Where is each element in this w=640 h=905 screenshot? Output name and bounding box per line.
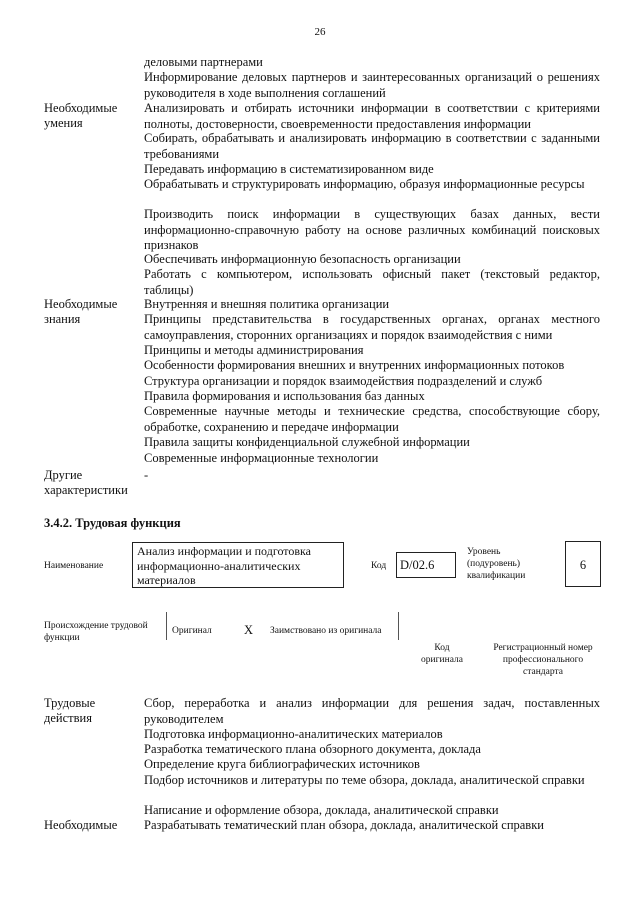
knowledge-item: Структура организации и порядок взаимодействия подразделений и служб [144, 374, 543, 388]
knowledge-item: Современные информационные технологии [144, 451, 379, 465]
knowledge-item: Особенности формирования внешних и внутренних информационных потоков [144, 358, 565, 372]
page-number: 26 [314, 26, 326, 38]
knowledge-item: Внутренняя и внешняя политика организации [144, 297, 390, 311]
action-item: Сбор, переработка и анализ информации для решения задач, поставленных руководителем [144, 696, 600, 726]
knowledge-item: Принципы представительства в государственных органах, органах местного самоуправления, сторонних организациях и порядок взаимодействия с ними [144, 312, 600, 342]
section-heading: 3.4.2. Трудовая функция [44, 516, 181, 530]
origin-label: Происхождение трудовой функции [44, 621, 148, 643]
knowledge-label: Необходимые знания [44, 297, 118, 326]
skills-label: Необходимые умения [44, 101, 118, 130]
bottom-label: Необходимые [44, 818, 118, 832]
knowledge-item: Правила формирования и использования баз данных [144, 389, 425, 403]
borrowed-label: Заимствовано из оригинала [270, 626, 382, 636]
action-item: Подбор источников и литературы по теме обзора, доклада, аналитической справки [144, 773, 585, 787]
code-label: Код [371, 561, 387, 571]
bottom-item: Разрабатывать тематический план обзора, доклада, аналитической справки [144, 818, 544, 832]
top-line-1: деловыми партнерами [144, 55, 263, 69]
original-label: Оригинал [172, 626, 212, 636]
skill-item: Обеспечивать информационную безопасность организации [144, 252, 461, 266]
skill-item: Собирать, обрабатывать и анализировать информацию в соответствии с заданными требованиями [144, 131, 600, 161]
code-original-label: Код оригинала [421, 643, 463, 665]
original-mark: X [244, 623, 254, 637]
other-label: Другие характеристики [44, 468, 128, 497]
skill-item: Передавать информацию в систематизированном виде [144, 162, 434, 176]
reg-number-label: Регистрационный номер профессионального стандарта [493, 643, 593, 677]
knowledge-item: Правила защиты конфиденциальной служебной информации [144, 435, 470, 449]
knowledge-item: Принципы и методы администрирования [144, 343, 364, 357]
skill-item: Производить поиск информации в существующих базах данных, вести информационно-справочную работу на основе различных комбинаций поисковых признаков [144, 207, 600, 252]
function-name-box: Анализ информации и подготовка информационно-аналитических материалов [132, 542, 344, 588]
action-item: Написание и оформление обзора, доклада, аналитической справки [144, 803, 499, 817]
knowledge-item: Современные научные методы и технические средства, способствующие сбору, обработке, сохранению и передаче информации [144, 404, 600, 434]
top-line-2: Информирование деловых партнеров и заинтересованных организаций о решениях руководителя в ходе выполнения соглашений [144, 70, 600, 100]
skill-item: Работать с компьютером, использовать офисный пакет (текстовый редактор, таблицы) [144, 267, 600, 297]
skill-item: Обрабатывать и структурировать информацию, образуя информационные ресурсы [144, 177, 585, 191]
origin-divider [166, 612, 167, 640]
level-box: 6 [565, 541, 601, 587]
action-item: Определение круга библиографических источников [144, 757, 420, 771]
other-value: - [144, 468, 149, 482]
level-label: Уровень (подуровень) квалификации [467, 547, 526, 581]
borrowed-divider [398, 612, 399, 640]
action-item: Разработка тематического плана обзорного документа, доклада [144, 742, 481, 756]
name-label: Наименование [44, 561, 104, 571]
actions-label: Трудовые действия [44, 696, 96, 725]
code-box: D/02.6 [396, 552, 456, 578]
skill-item: Анализировать и отбирать источники информации в соответствии с критериями полноты, достоверности, своевременности предоставления информации [144, 101, 600, 131]
action-item: Подготовка информационно-аналитических материалов [144, 727, 443, 741]
